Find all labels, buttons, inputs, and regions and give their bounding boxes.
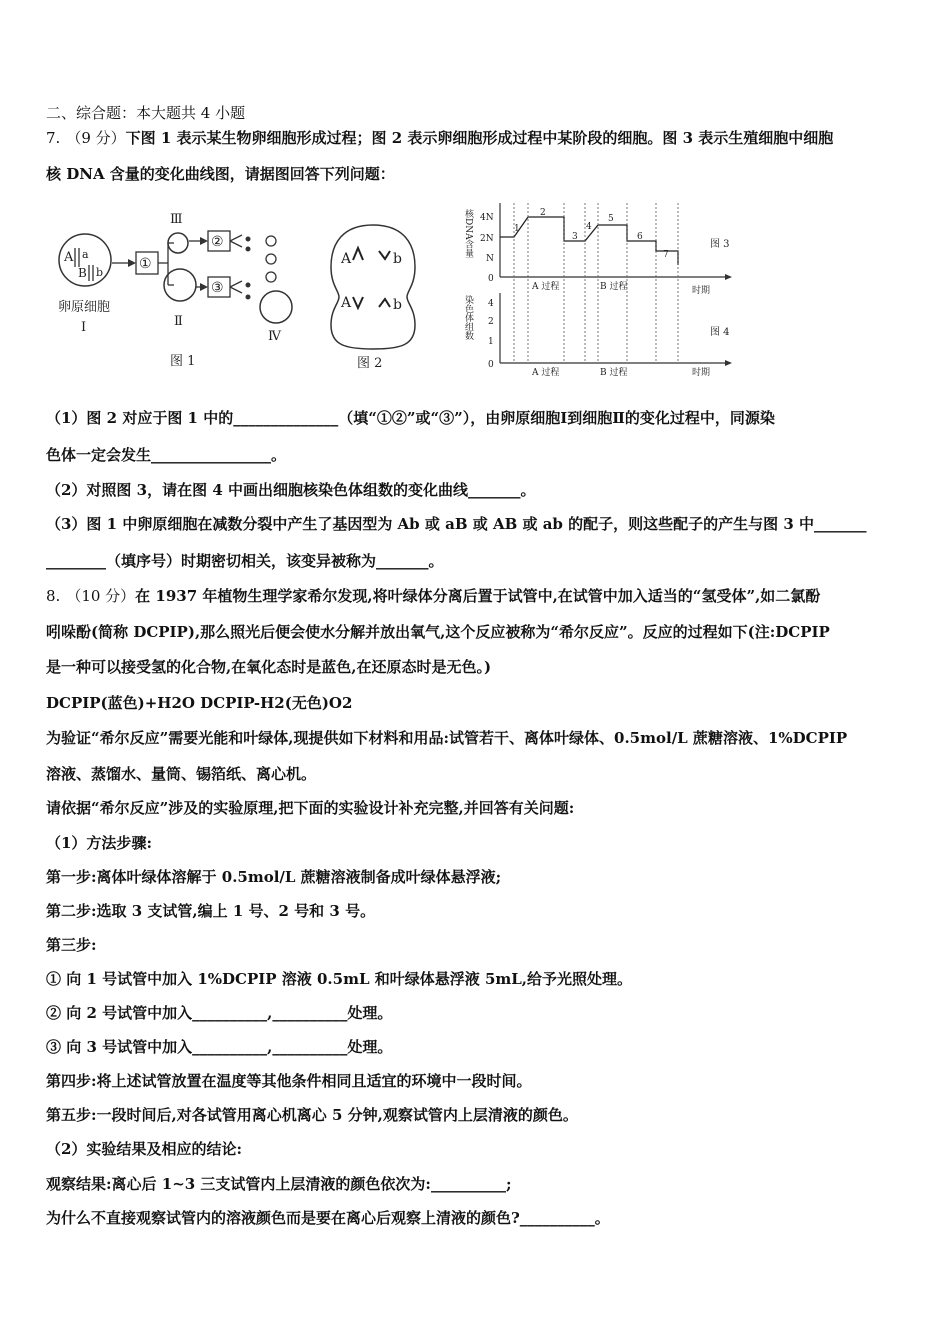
fig1-roman-II: Ⅱ bbox=[174, 314, 183, 329]
fig1-gene-A: A bbox=[64, 250, 74, 265]
q8-score: （10 分） bbox=[66, 587, 136, 605]
q8-step3-1: ① 向 1 号试管中加入 1%DCPIP 溶液 0.5mL 和叶绿体悬浮液 5mL,给予光照处理。 bbox=[46, 970, 633, 988]
fig3-process-A: A 过程 bbox=[532, 282, 560, 292]
figures-3-4 bbox=[460, 195, 750, 380]
q7-score: （9 分） bbox=[66, 129, 126, 147]
fig3-stage-6: 6 bbox=[637, 232, 643, 242]
cell-IV bbox=[260, 291, 292, 323]
fig2-caption: 图 2 bbox=[357, 356, 383, 371]
q8-stem-line1 bbox=[46, 586, 820, 606]
fig4-xlabel: 时期 bbox=[692, 368, 711, 378]
q8-equation: DCPIP(蓝色)+H2O DCPIP-H2(无色)O2 bbox=[46, 694, 353, 712]
q8-materials-line1: 为验证“希尔反应”需要光能和叶绿体,现提供如下材料和用品:试管若干、离体叶绿体、0.5mol/L 蔗糖溶液、1%DCPIP bbox=[46, 729, 848, 747]
q7-sub1-line2: 色体一定会发生________________。 bbox=[46, 446, 287, 464]
fig2-gene-A-bottom: A bbox=[341, 295, 352, 311]
fig3-ytick-4N: 4N bbox=[480, 213, 494, 223]
fig4-ylabel: 染色体组数 bbox=[463, 295, 473, 340]
fig3-stage-7: 7 bbox=[663, 250, 669, 260]
fig4-process-B: B 过程 bbox=[600, 368, 628, 378]
fig3-ytick-N: N bbox=[486, 254, 494, 264]
fig1-step2: ② bbox=[211, 234, 224, 250]
q7-sub1-line1: （1）图 2 对应于图 1 中的______________（填“①②”或“③”），由卵原细胞Ⅰ到细胞Ⅱ的变化过程中，同源染 bbox=[46, 409, 775, 427]
q8-part1-title: （1）方法步骤: bbox=[46, 834, 152, 852]
figure-2 bbox=[325, 215, 425, 375]
q8-instruction: 请依据“希尔反应”涉及的实验原理,把下面的实验设计补充完整,并回答有关问题: bbox=[46, 799, 575, 817]
fig3-label: 图 3 bbox=[710, 239, 730, 250]
fig4-ytick-4: 4 bbox=[488, 299, 494, 309]
fig3-ytick-0: 0 bbox=[488, 274, 494, 284]
fig3-stage-4: 4 bbox=[586, 222, 592, 232]
fig1-roman-I: Ⅰ bbox=[81, 320, 87, 335]
q8-step1: 第一步:离体叶绿体溶解于 0.5mol/L 蔗糖溶液制备成叶绿体悬浮液; bbox=[46, 868, 502, 886]
fig1-gene-B: B bbox=[78, 266, 87, 280]
fig1-gene-b: b bbox=[96, 266, 104, 279]
q7-sub2: （2）对照图 3，请在图 4 中画出细胞核染色体组数的变化曲线_______。 bbox=[46, 481, 536, 499]
fig3-stage-2: 2 bbox=[540, 208, 546, 218]
fig2-gene-b-top: b bbox=[393, 251, 402, 267]
q8-step3-3: ③ 向 3 号试管中加入__________,__________处理。 bbox=[46, 1038, 393, 1056]
fig1-caption: 图 1 bbox=[170, 354, 196, 369]
q8-number: 8. bbox=[46, 587, 61, 605]
q7-sub3-line2: ________（填序号）时期密切相关，该变异被称为_______。 bbox=[46, 552, 444, 570]
q8-materials-line2: 溶液、蒸馏水、量筒、锡箔纸、离心机。 bbox=[46, 765, 317, 783]
fig3-ylabel: 核DNA含量 bbox=[463, 209, 473, 258]
q8-part2-title: （2）实验结果及相应的结论: bbox=[46, 1140, 242, 1158]
q8-stem-line2: 吲哚酚(简称 DCPIP),那么照光后便会使水分解并放出氧气,这个反应被称为“希尔反应”。反应的过程如下(注:DCPIP bbox=[46, 623, 830, 641]
fig3-ytick-2N: 2N bbox=[480, 234, 494, 244]
q8-step3: 第三步: bbox=[46, 936, 97, 954]
fig4-ytick-0: 0 bbox=[488, 360, 494, 370]
fig4-label: 图 4 bbox=[710, 327, 730, 338]
fig1-step1: ① bbox=[139, 256, 152, 272]
figure-1 bbox=[50, 205, 310, 380]
q7-stem-text: 下图 1 表示某生物卵细胞形成过程；图 2 表示卵细胞形成过程中某阶段的细胞。图 3 表示生殖细胞中细胞 bbox=[125, 129, 834, 147]
q8-result: 观察结果:离心后 1~3 三支试管内上层清液的颜色依次为:__________; bbox=[46, 1175, 512, 1193]
fig2-gene-A-top: A bbox=[341, 251, 352, 267]
fig3-xlabel: 时期 bbox=[692, 286, 711, 296]
dividing-cell bbox=[331, 225, 415, 349]
fig4-ytick-1: 1 bbox=[488, 337, 494, 347]
fig1-roman-III: Ⅲ bbox=[170, 212, 183, 227]
q8-step2: 第二步:选取 3 支试管,编上 1 号、2 号和 3 号。 bbox=[46, 902, 376, 920]
fig3-process-B: B 过程 bbox=[600, 282, 628, 292]
q8-question: 为什么不直接观察试管内的溶液颜色而是要在离心后观察上清液的颜色?__________。 bbox=[46, 1209, 610, 1227]
q7-sub3-line1: （3）图 1 中卵原细胞在减数分裂中产生了基因型为 Ab 或 aB 或 AB 或 ab 的配子，则这些配子的产生与图 3 中_______ bbox=[46, 515, 867, 533]
q7-stem-line1 bbox=[46, 128, 833, 148]
fig2-gene-b-bottom: b bbox=[393, 297, 402, 313]
q7-number: 7. bbox=[46, 129, 61, 147]
fig1-oocyte-label: 卵原细胞 bbox=[58, 300, 111, 315]
q7-stem-line2: 核 DNA 含量的变化曲线图，请据图回答下列问题： bbox=[46, 165, 395, 183]
q8-stem-text: 在 1937 年植物生理学家希尔发现,将叶绿体分离后置于试管中,在试管中加入适当的“氢受体”,如二氯酚 bbox=[135, 587, 821, 605]
fig4-process-A: A 过程 bbox=[532, 368, 560, 378]
fig1-step3: ③ bbox=[211, 280, 224, 296]
q8-step3-2: ② 向 2 号试管中加入__________,__________处理。 bbox=[46, 1004, 393, 1022]
q8-step5: 第五步:一段时间后,对各试管用离心机离心 5 分钟,观察试管内上层清液的颜色。 bbox=[46, 1106, 578, 1124]
q8-step4: 第四步:将上述试管放置在温度等其他条件相同且适宜的环境中一段时间。 bbox=[46, 1072, 532, 1090]
fig3-stage-3: 3 bbox=[572, 232, 578, 242]
section-title: 二、综合题：本大题共 4 小题 bbox=[46, 104, 246, 122]
fig1-roman-IV: Ⅳ bbox=[268, 329, 281, 344]
fig3-stage-1: 1 bbox=[514, 224, 520, 234]
fig3-stage-5: 5 bbox=[608, 214, 614, 224]
q8-stem-line3: 是一种可以接受氢的化合物,在氧化态时是蓝色,在还原态时是无色。) bbox=[46, 658, 492, 676]
fig1-gene-a: a bbox=[82, 248, 89, 261]
fig4-ytick-2: 2 bbox=[488, 317, 494, 327]
